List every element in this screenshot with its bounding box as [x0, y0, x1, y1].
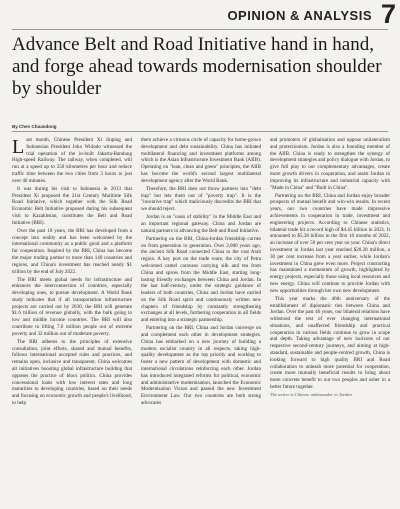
article-paragraph: Jordan is an "oasis of stability" in the Middle East and an important regional gateway. China and Jordan are natural partners in advancing the Belt and Road Initiative. — [141, 214, 261, 234]
article-paragraph: and promoters of globalisation and oppose unilateralism and protectionism. Jordan is also a founding member of the AIIB. China is ready to strengthen the synergy of development strategies and policy dialogue with Jordan, to give full play to our complementary advantages, create more growth drivers in cooperation, and assist Jordan in improving its infrastructure and industrial capacity with "Made in China" and "Built in China". — [270, 137, 390, 191]
header-rule — [12, 29, 388, 30]
headline: Advance Belt and Road Initiative hand in hand, and forge ahead towards modernisation shoulder by shoulder — [12, 34, 382, 99]
drop-cap: L — [12, 137, 25, 158]
article-body — [12, 137, 390, 505]
article-paragraph: The BRI meets global needs for infrastructure and enhances the interconnection of countries, especially developing ones, to pursue development. A World Bank study indicates that if all transportation infrastructure projects are carried out by 2030, the BRI will generate $1.6 trillion of revenue globally, with the bulk going to low and middle income countries. The BRI will also contribute to lifting 7.6 million people out of extreme poverty and 32 million out of moderate poverty. — [12, 276, 132, 337]
article-paragraph: It was during his visit to Indonesia in 2013 that President Xi proposed the 21st Century Maritime Silk Road Initiative, which together with the Silk Road Economic Belt Initiative proposed during his subsequent visit to Kazakhstan, constitutes the Belt and Road Initiative (BRI). — [12, 185, 132, 226]
page-number: 7 — [380, 0, 396, 29]
section-label: OPINION & ANALYSIS — [227, 8, 372, 23]
article-paragraph: Therefore, the BRI does not throw partners into "debt trap" but lets them out of "poverty trap". It is the "incentive trap" which maliciously discredits the BRI that we should reject. — [141, 185, 261, 213]
article-paragraph: Partnering on the BRI, China-Jordan friendship carries on from generation to generation. Over 2,000 years ago, the ancient Silk Road connected China to the vast Arab region. A key port on the trade route, the city of Petra welcomed camel caravans carrying silk and tea from China and spices from the Middle East, starting long-lasting friendly exchanges between China and Jordan. In the last half-century, under the strategic guidance of leaders of both countries, China and Jordan have carried on the Silk Road spirit and continuously written new chapters of friendship by constantly strengthening exchanges at all levels, furthering cooperation in all fields and entering into a strategic partnership. — [141, 235, 261, 324]
paragraph-text: ast month, Chinese President Xi Jinping and Indonesian President Joko Widodo witnessed the trial operation of the in-built Jakarta-Bandung High-speed Railway. The railway, when completed, will run at a speed up to 350 kilometres per hour and reduce traffic time between the two cities from 3 hours to just over 40 minutes. — [12, 137, 132, 184]
byline-rule — [12, 131, 388, 132]
article-column-2 — [141, 137, 261, 505]
article-column-1 — [12, 137, 132, 505]
author-caption: The writer is Chinese ambassador to Jordan — [270, 392, 352, 398]
article-paragraph: Over the past 10 years, the BRI has developed from a concept into reality and has been welcomed by the international community as a public good and a platform for cooperation. Inspired by the BRI, China has become the major trading partner to more than 140 countries and regions, and China's investment has reached nearly $1 trillion by the end of July 2022. — [12, 227, 132, 275]
section-header — [0, 0, 400, 28]
article-paragraph: Partnering on the BRI, China and Jordan converge on and complement each other in development strategies. China has embarked on a new journey of building a modern socialist country in all respects, taking high-quality development as the top priority and working to foster a new pattern of development with domestic and international circulations reinforcing each other. Jordan has introduced integrated reforms for political, economic and administrative modernisation, launched the Economic Modernisation Vision and passed the new Investment Environment Law. Our two countries are both strong advocates — [141, 325, 261, 407]
article-paragraph: The BRI adheres to the principles of extensive consultation, joint efforts, shared and mutual benefits, follows international accepted rules and practices, and remains open, inclusive and transparent. China welcomes all initiatives boosting global infrastructure building that opposes the practice of blocs politics. China provides concessional loans with low interest rates and long maturities to developing countries, based on their needs and focusing on economic growth and people's livelihood, to help — [12, 338, 132, 407]
byline: By Chen Chuandong — [12, 124, 57, 129]
article-paragraph: them achieve a virtuous circle of capacity for home-grown development and debt sustainability. China has initiated multilateral financing and investment platforms among which is the Asian Infrastructure Investment Bank (AIIB). Operating on "lean, clean and green" principles, the AIIB has become the world's second largest multilateral development agency after the World Bank. — [141, 137, 261, 184]
article-paragraph: This year marks the 46th anniversary of the establishment of diplomatic ties between China and Jordan. Over the past 46 years, our bilateral relations have withstood the test of ever changing international situations, and unaffected friendship and practical cooperation in various fields continue to grow in scope and depth. Taking advantage of new horizons of our respective second-century journeys, and aiming at high-standard, sustainable and people-centred growth, China is looking forward to high quality BRI and Road collaboration to unleash more potential for cooperation, create more mutually beneficial results to bring about more concrete benefit to our two peoples and usher in a better future together. — [270, 295, 390, 391]
article-column-3 — [270, 137, 390, 505]
article-paragraph: Partnering on the BRI, China and Jordan enjoy broader prospects of mutual benefit and win-win results. In recent years, our two countries have made impressive achievements in cooperation in trade, investment and engineering projects. According to Chinese statistics, bilateral trade hit a record high of $4.45 billion in 2021. It amounted to $5.38 billion in the first 10 months of 2022, an increase of over 50 per cent year on year. China's direct investment in Jordan last year reached $20.28 million, a 30 per cent increase from a year earlier, while Jordan's investment in China grew even more. Project contracting has maintained a momentum of growth, highlighted by energy projects, especially those using local resources and new energy. China will continue to provide Jordan with new opportunities through her own new development. — [270, 192, 390, 294]
article-paragraph — [12, 137, 132, 185]
